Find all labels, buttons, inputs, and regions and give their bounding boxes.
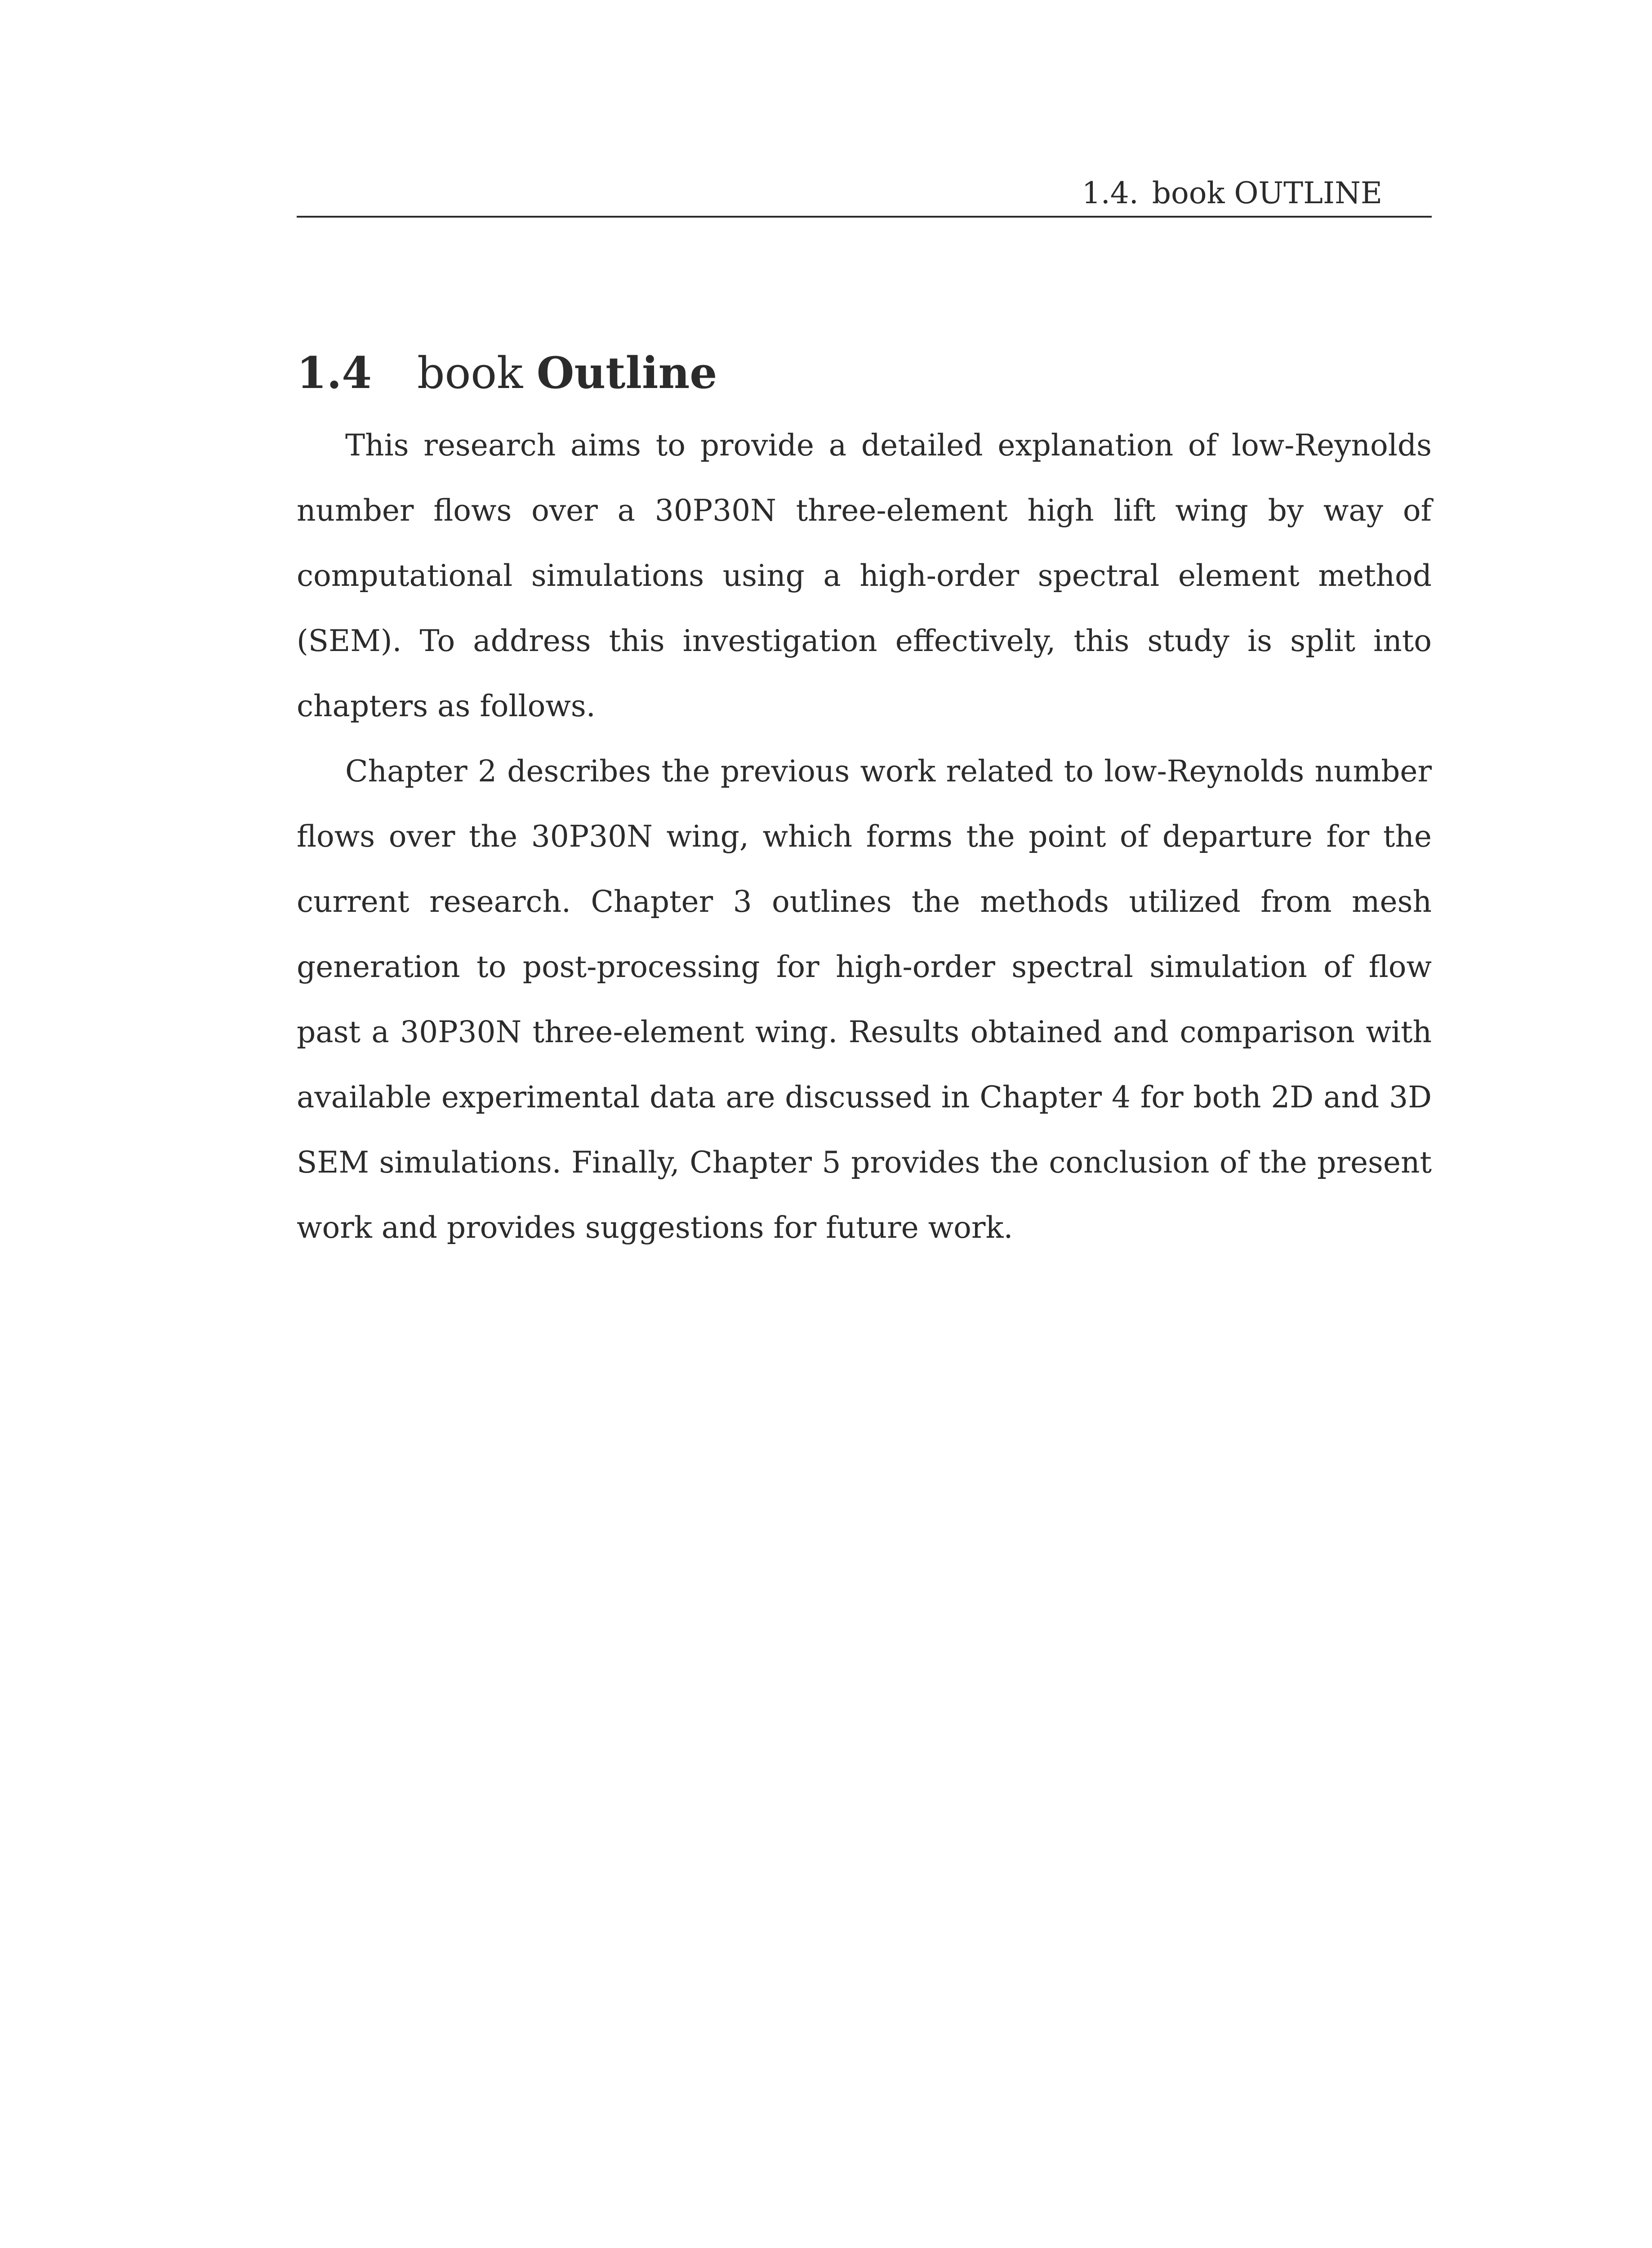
- running-header: [297, 166, 1432, 218]
- paragraph-chapters: Chapter 2 describes the previous work related to low-Reynolds number flows over the 30P30N wing, which forms the point of departure for the current research. Chapter 3 outlines the methods utilized from mesh generation to post-processing for high-order spectral simulation of flow past a 30P30N three-element wing. Results obtained and comparison with available experimental data are discussed in Chapter 4 for both 2D and 3D SEM simulations. Finally, Chapter 5 provides the conclusion of the present work and provides suggestions for future work.: [297, 754, 1432, 1245]
- running-header-section-title: book OUTLINE: [1152, 176, 1382, 210]
- running-header-section-number: 1.4.: [1082, 176, 1139, 210]
- running-header-text: [1082, 175, 1382, 211]
- section-number: 1.4: [297, 347, 372, 398]
- section-title-bold: Outline: [536, 347, 717, 398]
- section-title-plain: book: [417, 348, 523, 398]
- section-heading: [297, 346, 717, 400]
- paragraph-intro: This research aims to provide a detailed explanation of low-Reynolds number flows over a 30P30N three-element high lift wing by way of computational simulations using a high-order spectral element method (SEM). To address this investigation effectively, this study is split into chapters as follows.: [297, 428, 1432, 723]
- body-text: [297, 413, 1432, 1260]
